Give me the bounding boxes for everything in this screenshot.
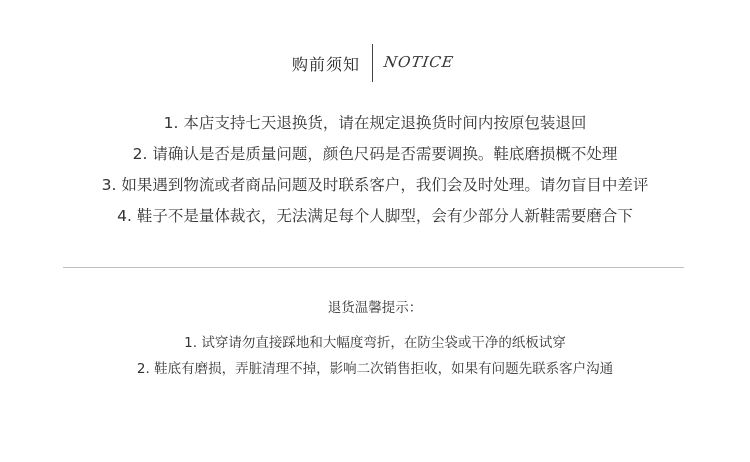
section-divider: [63, 267, 684, 268]
header-divider: [372, 44, 373, 82]
tip-item: 1. 试穿请勿直接踩地和大幅度弯折，在防尘袋或干净的纸板试穿: [184, 335, 566, 351]
notice-item: 1. 本店支持七天退换货，请在规定退换货时间内按原包装退回: [163, 114, 587, 132]
notice-item: 4. 鞋子不是量体裁衣，无法满足每个人脚型，会有少部分人新鞋需要磨合下: [117, 207, 633, 225]
notice-header: [0, 44, 750, 84]
tip-item: 2. 鞋底有磨损，弄脏清理不掉，影响二次销售拒收，如果有问题先联系客户沟通: [136, 361, 614, 377]
notice-item: 3. 如果遇到物流或者商品问题及时联系客户，我们会及时处理。请勿盲目中差评: [101, 176, 649, 194]
notice-subtitle: NOTICE: [382, 53, 456, 71]
purchase-notice-list: [0, 108, 750, 232]
notice-item: 2. 请确认是否是质量问题，颜色尺码是否需要调换。鞋底磨损概不处理: [132, 145, 618, 163]
page-title: 购前须知: [292, 55, 361, 74]
return-tips-list: [0, 330, 750, 382]
return-tips-title: 退货温馨提示：: [327, 300, 423, 316]
